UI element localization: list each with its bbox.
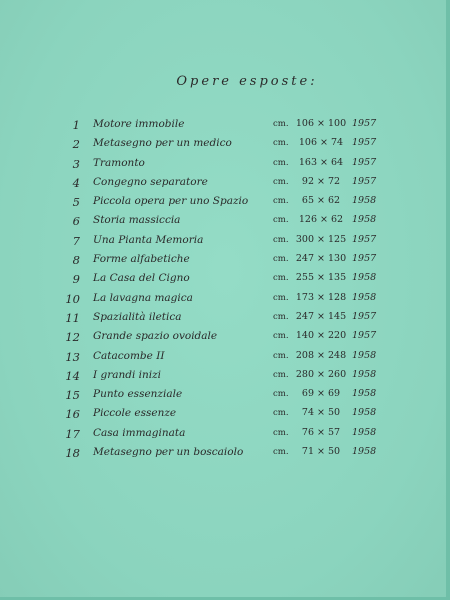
list-item [0,427,450,446]
work-unit: cm. [273,215,289,226]
work-year: 1958 [352,446,377,458]
work-number: 9 [72,272,80,287]
work-title: Piccole essenze [93,407,177,420]
work-unit: cm. [273,176,289,187]
list-item [0,137,450,156]
work-unit: cm. [273,234,289,245]
work-unit: cm. [273,408,289,419]
work-title: Piccola opera per uno Spazio [93,195,249,208]
list-item [0,407,450,426]
work-unit: cm. [273,254,289,265]
work-title: Forme alfabetiche [93,253,190,266]
work-year: 1958 [352,426,377,438]
work-dimensions: 140 × 220 [295,330,347,342]
work-number: 14 [65,368,80,383]
work-year: 1957 [352,233,377,245]
work-title: Metasegno per un boscaiolo [93,446,244,459]
work-unit: cm. [273,331,289,342]
list-item [0,176,450,195]
works-list [0,118,450,465]
work-dimensions: 92 × 72 [301,175,341,187]
work-number: 4 [72,175,80,190]
work-title: Casa immaginata [93,426,186,439]
work-title: I grandi inizi [93,368,162,381]
work-unit: cm. [273,292,289,303]
work-title: Punto essenziale [93,388,183,401]
list-item [0,292,450,311]
work-title: Tramonto [93,156,145,169]
work-title: Grande spazio ovoidale [93,330,218,343]
work-number: 1 [72,118,80,132]
list-item [0,311,450,330]
work-number: 7 [72,233,80,248]
work-year: 1957 [352,330,377,342]
work-title: Congegno separatore [93,175,208,188]
work-year: 1957 [352,253,377,265]
list-item [0,350,450,369]
work-title: Catacombe II [93,349,165,362]
work-unit: cm. [273,369,289,380]
page-title: Opere esposte: [176,74,318,89]
work-dimensions: 255 × 135 [295,272,347,284]
work-dimensions: 106 × 74 [298,137,344,149]
work-dimensions: 247 × 130 [295,253,347,265]
work-title: La Casa del Cigno [93,272,190,285]
list-item [0,388,450,407]
work-year: 1957 [352,156,377,168]
work-dimensions: 163 × 64 [298,156,344,168]
work-number: 11 [65,310,80,325]
work-number: 12 [65,330,80,345]
work-number: 2 [72,137,80,152]
work-unit: cm. [273,138,289,149]
work-title: La lavagna magica [93,291,193,304]
work-title: Storia massiccia [93,214,181,227]
work-unit: cm. [273,273,289,284]
work-dimensions: 76 × 57 [301,426,341,438]
work-year: 1958 [352,388,377,400]
work-title: Motore immobile [93,118,185,130]
work-year: 1957 [352,137,377,149]
work-year: 1958 [352,368,377,380]
list-item [0,157,450,176]
work-unit: cm. [273,427,289,438]
list-item [0,195,450,214]
work-year: 1958 [352,272,377,284]
work-number: 15 [65,388,80,403]
work-dimensions: 247 × 145 [295,310,347,322]
work-unit: cm. [273,447,289,458]
work-year: 1958 [352,195,377,207]
work-number: 10 [65,291,80,306]
work-year: 1958 [352,214,377,226]
list-item [0,272,450,291]
work-dimensions: 106 × 100 [295,118,347,129]
work-year: 1958 [352,407,377,419]
list-item [0,234,450,253]
work-number: 17 [65,426,80,441]
work-dimensions: 71 × 50 [301,446,341,458]
work-unit: cm. [273,196,289,207]
work-dimensions: 173 × 128 [295,291,347,303]
list-item [0,118,450,137]
work-unit: cm. [273,389,289,400]
list-item [0,369,450,388]
work-unit: cm. [273,119,289,129]
list-item [0,330,450,349]
work-number: 13 [65,349,80,364]
work-year: 1958 [352,349,377,361]
work-dimensions: 280 × 260 [295,368,347,380]
work-number: 16 [65,407,80,422]
work-dimensions: 208 × 248 [295,349,347,361]
work-unit: cm. [273,311,289,322]
work-year: 1957 [352,175,377,187]
work-number: 5 [72,195,80,210]
list-item [0,253,450,272]
work-number: 3 [72,156,80,171]
work-title: Spazialità iletica [93,310,182,323]
work-year: 1957 [352,310,377,322]
work-dimensions: 300 × 125 [295,233,347,245]
work-title: Metasegno per un medico [93,137,232,150]
list-item [0,214,450,233]
work-number: 6 [72,214,80,229]
list-item [0,446,450,465]
work-unit: cm. [273,157,289,168]
work-title: Una Pianta Memoria [93,233,204,246]
work-unit: cm. [273,350,289,361]
work-dimensions: 65 × 62 [301,195,341,207]
work-dimensions: 69 × 69 [301,388,341,400]
work-dimensions: 126 × 62 [298,214,344,226]
work-number: 18 [65,446,80,461]
work-year: 1958 [352,291,377,303]
work-number: 8 [72,253,80,268]
work-dimensions: 74 × 50 [301,407,341,419]
work-year: 1957 [352,118,377,129]
